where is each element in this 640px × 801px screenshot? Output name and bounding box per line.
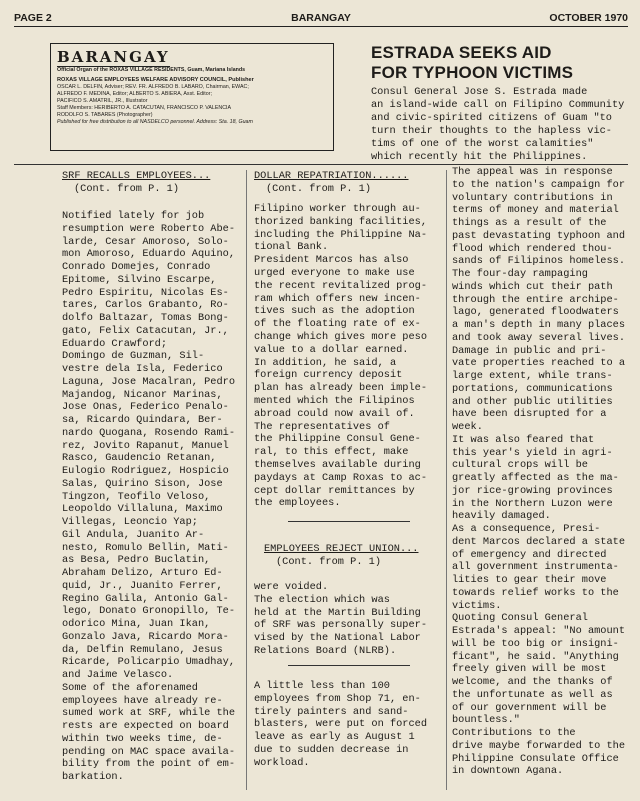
text-line: tares, Carlos Grabanto, Ro-: [62, 299, 229, 312]
text-line: cultural crops will be: [452, 459, 588, 472]
text-line: the unfortunate as well as: [452, 688, 613, 701]
text-line: Gil Andula, Juanito Ar-: [62, 528, 205, 541]
publication-name: BARANGAY: [291, 12, 351, 24]
text-line: Regino Galila, Antonio Gal-: [62, 592, 229, 605]
text-line: Jose Onas, Federico Penalo-: [62, 401, 229, 414]
text-line: mon Amoroso, Eduardo Aquino,: [62, 248, 236, 261]
text-line: Some of the aforenamed: [62, 681, 198, 694]
text-line: The election which was: [254, 593, 390, 606]
text-line: Notified lately for job: [62, 210, 205, 222]
estrada-article: [452, 166, 625, 778]
text-line: week.: [452, 421, 483, 433]
text-line: tives such as the adoption: [254, 305, 415, 318]
text-line: terms of money and material: [452, 204, 619, 217]
article-title: DOLLAR REPATRIATION......: [254, 170, 409, 182]
text-line: held at the Martin Building: [254, 606, 421, 619]
text-line: barkation.: [62, 771, 124, 783]
text-line: lego, Donato Gronopillo, Te-: [62, 605, 236, 618]
text-line: Filipino worker through au-: [254, 203, 421, 215]
text-line: drive maybe forwarded to the: [452, 739, 626, 752]
page-header: [14, 10, 628, 27]
text-line: cept dollar remittances by: [254, 484, 415, 497]
masthead-box: [50, 43, 334, 151]
text-line: bountless.": [452, 714, 520, 727]
masthead-line: ROXAS VILLAGE EMPLOYEES WELFARE ADVISORY COUNCIL, Publisher: [57, 77, 254, 83]
text-line: the Philippine Consul Gene-: [254, 433, 421, 446]
text-line: da, Delfin Remulano, Jesus: [62, 643, 223, 656]
text-line: abroad could now avail of.: [254, 407, 415, 420]
column-rule: [246, 170, 247, 790]
text-line: Ricarde, Policarpio Umadhay,: [62, 656, 236, 669]
text-line: Laguna, Jose Macalran, Pedro: [62, 375, 236, 388]
text-line: mented which the Filipinos: [254, 394, 415, 407]
cont-note: (Cont. from P. 1): [74, 182, 180, 195]
text-line: employees have already re-: [62, 694, 223, 707]
cont-note: (Cont. from P. 1): [266, 182, 372, 195]
masthead-logo: BARANGAY: [57, 48, 170, 66]
text-line: and other public utilities: [452, 395, 613, 408]
text-line: large extent, while trans-: [452, 370, 613, 382]
text-line: The appeal was in response: [452, 166, 613, 178]
text-line: as Besa, Pedro Buclatin,: [62, 554, 211, 567]
text-line: foreign currency deposit: [254, 369, 403, 382]
text-line: leave as early as August 1: [254, 731, 415, 744]
text-line: a man's depth in many places: [452, 319, 626, 331]
text-line: of the floating rate of ex-: [254, 318, 421, 331]
text-line: turn their thoughts to the hapless vic-: [371, 125, 612, 137]
text-line: Quoting Consul General: [452, 612, 588, 625]
text-line: Salas, Quirino Sison, Jose: [62, 477, 223, 490]
text-line: rez, Jovito Rapanut, Manuel: [62, 439, 229, 452]
masthead-line: Official Organ of the ROXAS VILLAGE RESIDENTS, Guam, Mariana Islands: [57, 67, 246, 73]
text-line: dent Marcos declared a state: [452, 535, 626, 548]
text-line: and Jaime Velasco.: [62, 669, 174, 681]
text-line: Villegas, Leoncio Yap;: [62, 516, 198, 528]
text-line: tional Bank.: [254, 241, 329, 254]
text-line: heavily damaged.: [452, 510, 551, 523]
text-line: tims of one of the worst calamities": [371, 138, 594, 150]
text-line: which recently hit the Philippines.: [371, 151, 588, 163]
text-line: lago, generated floodwaters: [452, 306, 619, 319]
text-line: Damage in public and pri-: [452, 344, 607, 357]
estrada-lead: [371, 86, 624, 164]
text-line: dolfo Baltazar, Tomas Bong-: [62, 312, 229, 324]
text-line: vised by the National Labor: [254, 632, 421, 645]
text-line: in the Northern Luzon were: [452, 497, 613, 510]
text-line: were voided.: [254, 581, 329, 593]
text-line: portations, communications: [452, 382, 613, 395]
text-line: jor rice-growing provinces: [452, 484, 613, 497]
text-line: will be too big or insigni-: [452, 637, 619, 650]
text-line: have been disrupted for a: [452, 408, 607, 421]
text-line: welcome, and the thanks of: [452, 676, 613, 688]
text-line: Conrado Domejes, Conrado: [62, 261, 211, 273]
masthead-line: PACIFICO S. AMATRIL, JR., Illustrator: [57, 98, 148, 104]
text-line: ral, to this effect, make: [254, 446, 409, 459]
srf-article: [62, 210, 235, 784]
text-line: Contributions to the: [452, 727, 576, 739]
text-line: The representatives of: [254, 420, 390, 433]
masthead-line: Published for free distribution to all NASDELCO personnel. Address: Sta. 18, Guam: [57, 119, 253, 125]
text-line: due to sudden decrease in: [254, 743, 409, 756]
masthead-line: ALFREDO F. MEDINA, Editor; ALBERTO S. ABIERA, Asst. Editor;: [57, 91, 212, 97]
text-line: Eduardo Crawford;: [62, 337, 168, 350]
article-title: EMPLOYEES REJECT UNION...: [264, 543, 419, 555]
text-line: Domingo de Guzman, Sil-: [62, 350, 205, 363]
text-line: ram which offers new incen-: [254, 292, 421, 305]
text-line: urged everyone to make use: [254, 266, 415, 279]
text-line: Consul General Jose S. Estrada made: [371, 86, 588, 98]
article-title: SRF RECALLS EMPLOYEES...: [62, 170, 211, 182]
text-line: of emergency and directed: [452, 548, 607, 561]
cont-note: (Cont. from P. 1): [276, 555, 382, 568]
text-line: plan has already been imple-: [254, 382, 428, 395]
masthead-line: RODOLFO S. TABARES (Photographer): [57, 112, 153, 118]
text-line: lities to gear their move: [452, 574, 607, 586]
text-line: Majandog, Nicanor Marinas,: [62, 388, 223, 401]
text-line: It was also feared that: [452, 433, 595, 446]
text-line: of our government will be: [452, 701, 607, 714]
text-line: employees from Shop 71, en-: [254, 692, 421, 705]
text-line: Leopoldo Villaluna, Maximo: [62, 503, 223, 516]
text-line: quid, Jr., Juanito Ferrer,: [62, 579, 223, 592]
text-line: workload.: [254, 756, 310, 769]
dollar-article-header: [254, 170, 408, 196]
text-line: bility from the point of em-: [62, 758, 236, 771]
text-line: change which gives more peso: [254, 330, 428, 343]
text-line: greatly affected as the ma-: [452, 472, 619, 484]
text-line: through the entire archipe-: [452, 293, 619, 306]
text-line: value to a dollar earned.: [254, 343, 409, 356]
text-line: including the Philippine Na-: [254, 228, 428, 241]
text-line: Relations Board (NLRB).: [254, 644, 397, 657]
masthead-line: Staff Members: HERIBERTO A. CATACUTAN, FRANCISCO P. VALENCIA: [57, 105, 232, 111]
text-line: flood which rendered thou-: [452, 242, 613, 255]
text-line: all government instrumenta-: [452, 561, 619, 574]
text-line: towards relief works to the: [452, 586, 619, 599]
text-line: sands of Filipinos homeless.: [452, 255, 626, 268]
page-number: PAGE 2: [14, 12, 52, 24]
text-line: tirely painters and sand-: [254, 705, 409, 718]
text-line: victims.: [452, 599, 502, 612]
text-line: rests are expected on board: [62, 720, 229, 732]
text-line: The four-day rampaging: [452, 268, 588, 280]
column-rule: [446, 170, 447, 790]
text-line: and took away several lives.: [452, 331, 626, 344]
text-line: voluntary contributions in: [452, 191, 613, 204]
text-line: to the nation's campaign for: [452, 178, 626, 191]
text-line: resumption were Roberto Abe-: [62, 222, 236, 235]
text-line: Epitome, Silvino Escarpe,: [62, 273, 217, 286]
text-line: themselves available during: [254, 458, 421, 471]
dollar-article: [254, 203, 427, 510]
text-line: vestre dela Isla, Federico: [62, 363, 223, 375]
text-line: freely given will be most: [452, 663, 607, 676]
text-line: larde, Cesar Amoroso, Solo-: [62, 235, 229, 248]
text-line: odorico Mina, Juan Ikan,: [62, 618, 211, 630]
srf-article-header: [62, 170, 210, 196]
text-line: of SRF was personally super-: [254, 619, 428, 632]
text-line: blasters, were put on forced: [254, 718, 428, 731]
union-article: [254, 581, 427, 658]
text-line: things as a result of the: [452, 217, 607, 229]
text-line: paydays at Camp Roxas to ac-: [254, 471, 428, 484]
text-line: this year's yield in agri-: [452, 446, 613, 459]
text-line: in downtown Agana.: [452, 765, 564, 778]
section-divider: [288, 665, 410, 666]
text-line: nardo Quogana, Rosendo Rami-: [62, 426, 236, 439]
text-line: Pedro Espiritu, Nicolas Es-: [62, 286, 229, 299]
text-line: In addition, he said, a: [254, 356, 397, 369]
text-line: and civic-spirited citizens of Guam "to: [371, 112, 612, 124]
text-line: President Marcos has also: [254, 254, 409, 267]
text-line: ficant", he said. "Anything: [452, 650, 619, 663]
text-line: sa, Ricardo Quindara, Ber-: [62, 414, 223, 426]
issue-date: OCTOBER 1970: [549, 12, 628, 24]
text-line: the employees.: [254, 497, 341, 510]
text-line: within two weeks time, de-: [62, 732, 223, 745]
section-divider: [14, 164, 628, 165]
text-line: Estrada's appeal: "No amount: [452, 625, 626, 637]
text-line: Philippine Consulate Office: [452, 752, 619, 765]
text-line: Eulogio Rodriguez, Hospicio: [62, 465, 229, 477]
text-line: Gonzalo Java, Ricardo Mora-: [62, 630, 229, 643]
text-line: nesto, Romulo Bellin, Mati-: [62, 541, 229, 554]
text-line: Tingzon, Teofilo Veloso,: [62, 490, 211, 503]
text-line: winds which cut their path: [452, 280, 613, 293]
estrada-headline: ESTRADA SEEKS AID FOR TYPHOON VICTIMS: [371, 43, 574, 82]
text-line: thorized banking facilities,: [254, 215, 428, 228]
text-line: an island-wide call on Filipino Community: [371, 99, 625, 111]
text-line: As a consequence, Presi-: [452, 523, 601, 535]
text-line: Rasco, Gaudencio Retanan,: [62, 452, 217, 465]
text-line: A little less than 100: [254, 680, 390, 692]
union-article-header: [264, 543, 418, 569]
text-line: past devastating typhoon and: [452, 229, 626, 242]
text-line: the recent revitalized prog-: [254, 279, 428, 292]
masthead-line: OSCAR L. DELFIN, Adviser; REV. FR. ALFREDO B. LABARO, Chairman, EWAC;: [57, 84, 249, 90]
shop71-article: [254, 680, 427, 770]
text-line: Abraham Delizo, Arturo Ed-: [62, 567, 223, 579]
text-line: sumed work at SRF, while the: [62, 707, 236, 720]
section-divider: [288, 521, 410, 522]
text-line: gato, Felix Catacutan, Jr.,: [62, 324, 229, 337]
text-line: vate properties reached to a: [452, 357, 626, 370]
text-line: pending on MAC space availa-: [62, 745, 236, 758]
